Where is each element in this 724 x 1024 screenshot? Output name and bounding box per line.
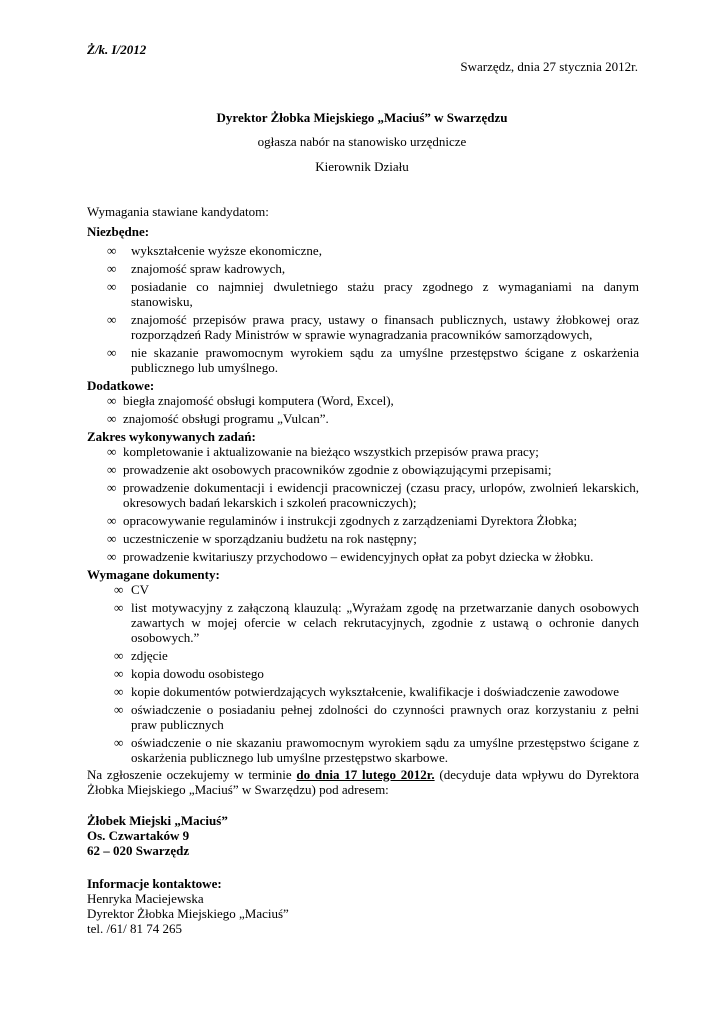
list-item: ∞ prowadzenie akt osobowych pracowników zgodnie z obowiązującymi przepisami; xyxy=(107,462,552,477)
list-item: ∞ kompletowanie i aktualizowanie na bieżąco wszystkich przepisów prawa pracy; xyxy=(107,444,539,459)
list-item: ∞ biegła znajomość obsługi komputera (Word, Excel), xyxy=(107,393,394,408)
deadline-paragraph: Na zgłoszenie oczekujemy w terminie do dnia 17 lutego 2012r. (decyduje data wpływu do Dyrektora Żłobka Miejskiego „Maciuś” w Swarzędzu) pod adresem: xyxy=(87,767,639,797)
infinity-bullet-icon: ∞ xyxy=(107,513,117,528)
infinity-bullet-icon: ∞ xyxy=(107,462,117,477)
infinity-bullet-icon: ∞ xyxy=(114,600,124,615)
title-line-3: Kierownik Działu xyxy=(315,159,409,174)
address-name: Żłobek Miejski „Maciuś” xyxy=(87,813,228,828)
deadline-date: do dnia 17 lutego 2012r. xyxy=(296,767,435,782)
documents-list xyxy=(87,582,639,765)
infinity-bullet-icon: ∞ xyxy=(107,411,117,426)
contact-role: Dyrektor Żłobka Miejskiego „Maciuś” xyxy=(87,906,289,921)
list-item: ∞ oświadczenie o posiadaniu pełnej zdolności do czynności prawnych oraz korzystaniu z pełni praw publicznych xyxy=(114,702,639,732)
duties-title: Zakres wykonywanych zadań: xyxy=(87,429,256,444)
infinity-bullet-icon: ∞ xyxy=(107,243,117,258)
list-item: ∞ znajomość obsługi programu „Vulcan”. xyxy=(107,411,329,426)
requirements-intro: Wymagania stawiane kandydatom: xyxy=(87,204,269,219)
required-title: Niezbędne: xyxy=(87,224,150,239)
title-line-1: Dyrektor Żłobka Miejskiego „Maciuś” w Swarzędzu xyxy=(216,110,508,125)
infinity-bullet-icon: ∞ xyxy=(107,279,117,294)
infinity-bullet-icon: ∞ xyxy=(114,735,124,750)
document-body xyxy=(87,224,639,768)
infinity-bullet-icon: ∞ xyxy=(107,345,117,360)
infinity-bullet-icon: ∞ xyxy=(107,393,117,408)
additional-title: Dodatkowe: xyxy=(87,378,155,393)
contact-phone: tel. /61/ 81 74 265 xyxy=(87,921,182,936)
list-item: ∞ prowadzenie kwitariuszy przychodowo – ewidencyjnych opłat za pobyt dziecka w żłobku. xyxy=(107,549,594,564)
contact-title: Informacje kontaktowe: xyxy=(87,876,222,891)
infinity-bullet-icon: ∞ xyxy=(114,648,124,663)
contact-block xyxy=(87,876,289,936)
infinity-bullet-icon: ∞ xyxy=(107,480,117,495)
list-item: ∞ znajomość spraw kadrowych, xyxy=(107,261,286,276)
duties-list xyxy=(87,444,639,564)
list-item: ∞ wykształcenie wyższe ekonomiczne, xyxy=(107,243,322,258)
infinity-bullet-icon: ∞ xyxy=(107,444,117,459)
list-item: ∞ kopie dokumentów potwierdzających wykształcenie, kwalifikacje i doświadczenie zawodowe xyxy=(114,684,620,699)
list-item: ∞ CV xyxy=(114,582,150,597)
list-item: ∞ posiadanie co najmniej dwuletniego stażu pracy zgodnego z wymaganiami na danym stanowisku, xyxy=(107,279,639,309)
infinity-bullet-icon: ∞ xyxy=(114,582,124,597)
address-block xyxy=(87,813,228,858)
list-item: ∞ zdjęcie xyxy=(114,648,168,663)
infinity-bullet-icon: ∞ xyxy=(107,312,117,327)
address-city: 62 – 020 Swarzędz xyxy=(87,843,190,858)
infinity-bullet-icon: ∞ xyxy=(114,702,124,717)
list-item: ∞ oświadczenie o nie skazaniu prawomocnym wyrokiem sądu za umyślne przestępstwo ścigane z oskarżenia publicznego lub umyślne przestępstwo skarbowe. xyxy=(114,735,639,765)
list-item: ∞ nie skazanie prawomocnym wyrokiem sądu za umyślne przestępstwo ścigane z oskarżenia publicznego lub umyślnego. xyxy=(107,345,639,375)
list-item: ∞ list motywacyjny z załączoną klauzulą: „Wyrażam zgodę na przetwarzanie danych osobowych zawartych w mojej ofercie w celach rekrutacyjnych, zgodnie z ustawą o ochronie danych osobowych.” xyxy=(114,600,639,645)
additional-list xyxy=(87,393,639,426)
document-reference: Ż/k. I/2012 xyxy=(87,42,147,57)
documents-title: Wymagane dokumenty: xyxy=(87,567,220,582)
infinity-bullet-icon: ∞ xyxy=(107,549,117,564)
infinity-bullet-icon: ∞ xyxy=(107,531,117,546)
list-item: ∞ opracowywanie regulaminów i instrukcji zgodnych z zarządzeniami Dyrektora Żłobka; xyxy=(107,513,578,528)
contact-person: Henryka Maciejewska xyxy=(87,891,204,906)
list-item: ∞ kopia dowodu osobistego xyxy=(114,666,264,681)
infinity-bullet-icon: ∞ xyxy=(114,684,124,699)
required-list xyxy=(87,243,639,375)
document-date: Swarzędz, dnia 27 stycznia 2012r. xyxy=(460,59,638,74)
list-item: ∞ prowadzenie dokumentacji i ewidencji pracowniczej (czasu pracy, urlopów, zwolnień lekarskich, okresowych badań lekarskich i szkoleń pracowniczych); xyxy=(107,480,639,510)
address-street: Os. Czwartaków 9 xyxy=(87,828,190,843)
infinity-bullet-icon: ∞ xyxy=(107,261,117,276)
title-line-2: ogłasza nabór na stanowisko urzędnicze xyxy=(257,134,467,149)
list-item: ∞ uczestniczenie w sporządzaniu budżetu na rok następny; xyxy=(107,531,417,546)
list-item: ∞ znajomość przepisów prawa pracy, ustawy o finansach publicznych, ustawy żłobkowej oraz rozporządzeń Rady Ministrów w sprawie wynagradzania pracowników samorządowych, xyxy=(107,312,639,342)
infinity-bullet-icon: ∞ xyxy=(114,666,124,681)
